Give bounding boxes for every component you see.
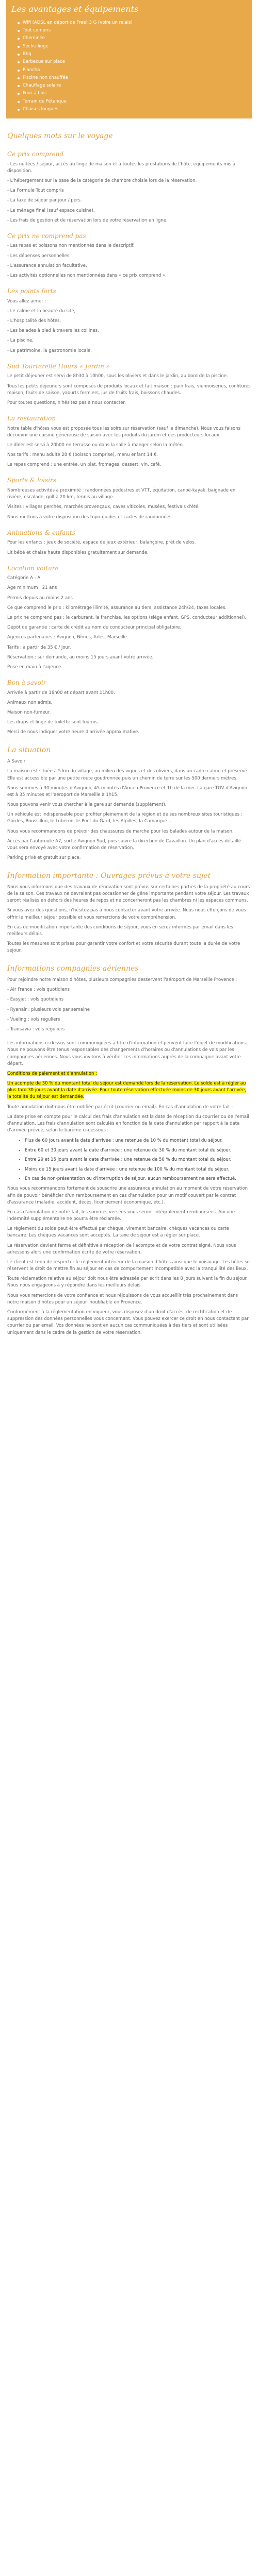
- paragraph: A Savoir: [7, 759, 26, 765]
- section-highlights: [7, 286, 251, 354]
- cancellation-list: [7, 1137, 251, 1182]
- paragraph: - Transavia : vols réguliers: [7, 1027, 65, 1032]
- list-item: • En cas de non-présentation ou d'interruption de séjour, aucun remboursement ne sera effectué.: [25, 1175, 251, 1182]
- section-heading: Ce prix ne comprend pas: [7, 232, 86, 240]
- list-item: Cheminée: [23, 35, 247, 42]
- paragraph: Le règlement du solde peut être effectué par chèque, virement bancaire, chèques vacances ou carte bancaire. Les chèques vacances sont acceptés. La taxe de séjour est à régler sur place.: [7, 1226, 230, 1239]
- paragraph: Les informations ci-dessus sont communiquées à titre d'information et peuvent faire l'objet de modifications. Nous ne pouvons être tenus responsables des changements d'horaires ou d'annulations de vols par les compagnies aériennes. Nous vous invitons à vérifier ces informations auprès de la compagnie avant votre départ.: [7, 1041, 247, 1066]
- list-item: Bbq: [23, 50, 247, 58]
- paragraph: Pour rejoindre notre maison d'hôtes, plusieurs compagnies desservent l'aéroport de Marseille Provence :: [7, 977, 237, 983]
- equipment-list: [11, 19, 247, 114]
- paragraph: - Ryanair : plusieurs vols par semaine: [7, 1007, 90, 1012]
- paragraph: Nous pouvons venir vous chercher à la gare sur demande (supplément).: [7, 802, 167, 808]
- list-item: Barbecue sur place: [23, 58, 247, 66]
- section-heading: Information importante : Ouvrages prévus à votre sujet: [7, 872, 211, 880]
- paragraph: Toute réclamation relative au séjour doit nous être adressée par écrit dans les 8 jours suivant la fin du séjour. Nous nous engageons à y répondre dans les meilleurs délais.: [7, 1276, 248, 1289]
- paragraph: Nombreuses activités à proximité : randonnées pédestres et VTT, équitation, canoë-kayak, baignade en rivière, escalade, golf à 20 km, tennis au village.: [7, 488, 236, 500]
- paragraph: - Le calme et la beauté du site,: [7, 308, 76, 314]
- paragraph: Nous vous recommandons de prévoir des chaussures de marche pour les balades autour de la maison.: [7, 828, 234, 834]
- highlighted-paragraph: [7, 1080, 251, 1101]
- paragraph: - Les dépenses personnelles.: [7, 253, 71, 259]
- banner-title: Les avantages et équipements: [11, 4, 139, 14]
- paragraph: Pour toutes questions, n'hésitez pas à nous contacter.: [7, 400, 126, 405]
- paragraph: - La taxe de séjour par jour / pers.: [7, 198, 82, 204]
- paragraph: Maison non-fumeur.: [7, 709, 51, 715]
- paragraph: Merci de nous indiquer votre heure d'arrivée approximative.: [7, 730, 139, 735]
- paragraph: Nous mettons à votre disposition des topo-guides et cartes de randonnées.: [7, 514, 173, 520]
- paragraph: Accès par l'autoroute A7, sortie Avignon Sud, puis suivre la direction de Cavaillon. Un plan d'accès détaillé vous sera envoyé avec votre confirmation de réservation.: [7, 838, 241, 851]
- list-item: • Plus de 60 jours avant la date d'arrivée : une retenue de 10 % du montant total du séjour.: [25, 1137, 251, 1144]
- section-airlines: [7, 963, 251, 1033]
- list-item: Wifi (ADSL en déport de Free) 3 G (voire un relais): [23, 19, 247, 27]
- paragraph: - Vueling : vols réguliers: [7, 1016, 60, 1022]
- paragraph: - Les activités optionnelles non mentionnées dans « ce prix comprend ».: [7, 273, 167, 278]
- paragraph: Tarifs : à partir de 35 € / jour.: [7, 645, 71, 650]
- paragraph: Visites : villages perchés, marchés provençaux, caves viticoles, musées, festivals d'été.: [7, 504, 200, 510]
- section-heading: Informations compagnies aériennes: [7, 964, 139, 973]
- paragraph: - L'hospitalité des hôtes,: [7, 318, 61, 324]
- paragraph: Permis depuis au moins 2 ans: [7, 595, 73, 601]
- section-heading: Ce prix comprend: [7, 150, 64, 158]
- paragraph: Agences partenaires : Avignon, Nîmes, Arles, Marseille.: [7, 635, 128, 640]
- list-item: • Entre 60 et 30 jours avant la date d'arrivée : une retenue de 30 % du montant total du séjour.: [25, 1147, 251, 1154]
- paragraph: Nous vous recommandons fortement de souscrire une assurance annulation au moment de votre réservation afin de pouvoir bénéficier d'un remboursement en cas d'annulation pour un motif couvert par le contrat d'assurance (maladie, accident, décès, licenciement économique, etc.).: [7, 1186, 248, 1205]
- section-price-includes: [7, 149, 251, 224]
- paragraph: - La Formule Tout compris: [7, 188, 64, 194]
- section-heading: Animations & enfants: [7, 529, 75, 536]
- paragraph: Nous vous remercions de votre confiance et nous réjouissons de vous accueillir très prochainement dans notre maison d'hôtes pour un séjour inoubliable en Provence.: [7, 1293, 238, 1305]
- paragraph: Vous allez aimer :: [7, 298, 46, 304]
- paragraph: En cas d'annulation de notre fait, les sommes versées vous seront intégralement remboursées. Aucune indemnité supplémentaire ne pourra être réclamée.: [7, 1209, 235, 1222]
- paragraph: La réservation devient ferme et définitive à réception de l'acompte et de votre contrat signé. Nous vous adressons alors une confirmation écrite de votre réservation.: [7, 1243, 236, 1255]
- paragraph: - Easyjet : vols quotidiens: [7, 997, 64, 1003]
- paragraph: Le petit déjeuner est servi de 8h30 à 10h00, sous les oliviers et dans le jardin, au bord de la piscine.: [7, 374, 228, 379]
- highlighted-heading: [7, 1071, 251, 1077]
- section-car-rental: [7, 564, 251, 671]
- paragraph: Prise en main à l'agence.: [7, 664, 62, 670]
- list-item: Chauffage solaire: [23, 82, 247, 90]
- paragraph: Le prix ne comprend pas : le carburant, la franchise, les options (siège enfant, GPS, conducteur additionnel).: [7, 615, 247, 620]
- section-price-excludes: [7, 231, 251, 279]
- highlight: Conditions de paiement et d'annulation :: [7, 1071, 97, 1076]
- paragraph: Ce que comprend le prix : kilométrage illimité, assurance au tiers, assistance 24h/24, taxes locales.: [7, 605, 227, 611]
- paragraph: - La piscine,: [7, 338, 34, 344]
- list-item: Four à bois: [23, 90, 247, 97]
- paragraph: Notre table d'hôtes vous est proposée tous les soirs sur réservation (sauf le dimanche). Nous vous faisons découvrir une cuisine généreuse de saison avec les produits du jardin et des producteurs locaux.: [7, 426, 241, 438]
- section-good-to-know: [7, 678, 251, 736]
- paragraph: - Les nuitées / séjour, accès au linge de maison et à toutes les prestations de l'hôte, équipements mis à disposition.: [7, 161, 236, 174]
- paragraph: Le repas comprend : une entrée, un plat, fromages, dessert, vin, café.: [7, 462, 162, 468]
- paragraph: Un véhicule est indispensable pour profiter pleinement de la région et de ses nombreux sites touristiques : Gordes, Roussillon, le Luberon, le Pont du Gard, les Alpilles, la Camargue...: [7, 812, 243, 824]
- list-item: Terrain de Pétanque: [23, 98, 247, 106]
- paragraph: En cas de modification importante des conditions de séjour, vous en serez informés par email dans les meilleurs délais.: [7, 924, 233, 937]
- main-content: [0, 118, 258, 1336]
- paragraph: Dépôt de garantie : carte de crédit au nom du conducteur principal obligatoire.: [7, 625, 182, 631]
- section-heading: Sports & loisirs: [7, 477, 56, 484]
- section-heading: Sud Tourterelle Hours « Jardin »: [7, 362, 110, 370]
- paragraph: - Le patrimoine, la gastronomie locale.: [7, 348, 92, 353]
- section-location: [7, 745, 251, 861]
- paragraph: - Les frais de gestion et de réservation lors de votre réservation en ligne.: [7, 217, 168, 223]
- section-important-info: [7, 871, 251, 954]
- paragraph: Conformément à la réglementation en vigueur, vous disposez d'un droit d'accès, de rectification et de suppression des données personnelles vous concernant. Vous pouvez exercer ce droit en nous contactant par courrier ou par email. Vos données ne sont en aucun cas communiquées à des tiers et sont utilisées uniquement dans le cadre de la gestion de votre réservation.: [7, 1310, 249, 1335]
- section-sports: [7, 476, 251, 520]
- paragraph: Si vous avez des questions, n'hésitez pas à nous contacter avant votre arrivée. Nous nous efforçons de vous offrir le meilleur séjour possible et vous remercions de votre compréhension.: [7, 908, 246, 920]
- paragraph: - Le ménage final (sauf espace cuisine).: [7, 208, 95, 213]
- paragraph: Les draps et linge de toilette sont fournis.: [7, 720, 99, 725]
- section-heading: La restauration: [7, 415, 56, 422]
- list-item: Piscine non chauffée: [23, 74, 247, 82]
- paragraph: Nous sommes à 30 minutes d'Avignon, 45 minutes d'Aix-en-Provence et 1h de la mer. La gare TGV d'Avignon est à 35 minutes et l'aéroport de Marseille à 1h15.: [7, 785, 248, 798]
- paragraph: Pour les enfants : jeux de société, espace de jeux extérieur, balançoire, prêt de vélos.: [7, 540, 196, 546]
- section-heading: Bon à savoir: [7, 679, 46, 687]
- list-item: Sèche-linge: [23, 43, 247, 50]
- section-heading: Location voiture: [7, 564, 59, 572]
- paragraph: Tous les petits déjeuners sont composés de produits locaux et fait maison : pain frais, viennoiseries, confitures maison, fruits de saison, yaourts fermiers, jus de fruits frais, boissons chaudes.: [7, 383, 251, 396]
- paragraph: Animaux non admis.: [7, 700, 53, 705]
- section-heading: Les points forts: [7, 287, 56, 295]
- paragraph: Lit bébé et chaise haute disponibles gratuitement sur demande.: [7, 550, 149, 555]
- section-conditions: [7, 1040, 251, 1336]
- paragraph: - Les balades à pied à travers les collines,: [7, 328, 99, 334]
- list-item: Chaises longues: [23, 106, 247, 113]
- paragraph: Nos tarifs : menu adulte 28 € (boisson comprise), menu enfant 14 €.: [7, 452, 158, 458]
- section-restaurant: [7, 414, 251, 468]
- section-garden: [7, 362, 251, 406]
- list-item: • Entre 29 et 15 jours avant la date d'arrivée : une retenue de 50 % du montant total du séjour.: [25, 1156, 251, 1163]
- equipment-banner: [6, 0, 252, 118]
- paragraph: - Les repas et boissons non mentionnés dans le descriptif.: [7, 243, 135, 249]
- paragraph: Catégorie A - A: [7, 575, 41, 581]
- section-kids: [7, 528, 251, 556]
- paragraph: Réservation : sur demande, au moins 15 jours avant votre arrivée.: [7, 654, 154, 660]
- paragraph: Age minimum : 21 ans: [7, 585, 57, 591]
- paragraph: - L'assurance annulation facultative.: [7, 263, 87, 268]
- section-heading: La situation: [7, 746, 51, 755]
- paragraph: - Air France : vols quotidiens: [7, 987, 70, 993]
- paragraph: Parking privé et gratuit sur place.: [7, 855, 81, 861]
- paragraph: - L'hébergement sur la base de la catégorie de chambre choisie lors de la réservation.: [7, 178, 197, 183]
- paragraph: Toute annulation doit nous être notifiée par écrit (courrier ou email). En cas d'annulation de votre fait :: [7, 1104, 233, 1110]
- paragraph: La maison est située à 5 km du village, au milieu des vignes et des oliviers, dans un cadre calme et préservé. Elle est accessible par une petite route goudronnée puis un chemin de terre sur les 500 derniers mètres.: [7, 769, 249, 781]
- list-item: Tout compris: [23, 27, 247, 35]
- paragraph: Toutes les mesures sont prises pour garantir votre confort et votre sécurité durant toute la durée de votre séjour.: [7, 941, 240, 954]
- list-item: Plancha: [23, 66, 247, 74]
- paragraph: La date prise en compte pour le calcul des frais d'annulation est la date de réception du courrier ou de l'email d'annulation. Les frais d'annulation sont calculés en fonction de la date d'annulation par rapport à la date d'arrivée prévue, selon le barème ci-dessous :: [7, 1114, 249, 1133]
- paragraph: Le client est tenu de respecter le règlement intérieur de la maison d'hôtes ainsi que le voisinage. Les hôtes se réservent le droit de mettre fin au séjour en cas de comportement incompatible avec la tranquillité des lieux.: [7, 1259, 250, 1272]
- paragraph: Le dîner est servi à 20h00 en terrasse ou dans la salle à manger selon la météo.: [7, 442, 184, 448]
- list-item: • Moins de 15 jours avant la date d'arrivée : une retenue de 100 % du montant total du séjour.: [25, 1166, 251, 1173]
- paragraph: Nous vous informons que des travaux de rénovation sont prévus sur certaines parties de la propriété au cours de la saison. Ces travaux ne devraient pas occasionner de gêne importante pendant votre séjour. Les travaux seront réalisés en dehors des heures de repos et ne concerneront pas les chambres ni les espaces communs.: [7, 884, 250, 904]
- page-title: Quelques mots sur le voyage: [7, 132, 113, 141]
- highlight: Un acompte de 30 % du montant total du séjour est demandé lors de la réservation. Le solde est à régler au plus tard 30 jours avant la date d'arrivée. Pour toute réservation effectuée moins de 30 jours avant l'arrivée, la totalité du séjour est demandée.: [7, 1081, 246, 1100]
- paragraph: Arrivée à partir de 16h00 et départ avant 11h00.: [7, 690, 115, 696]
